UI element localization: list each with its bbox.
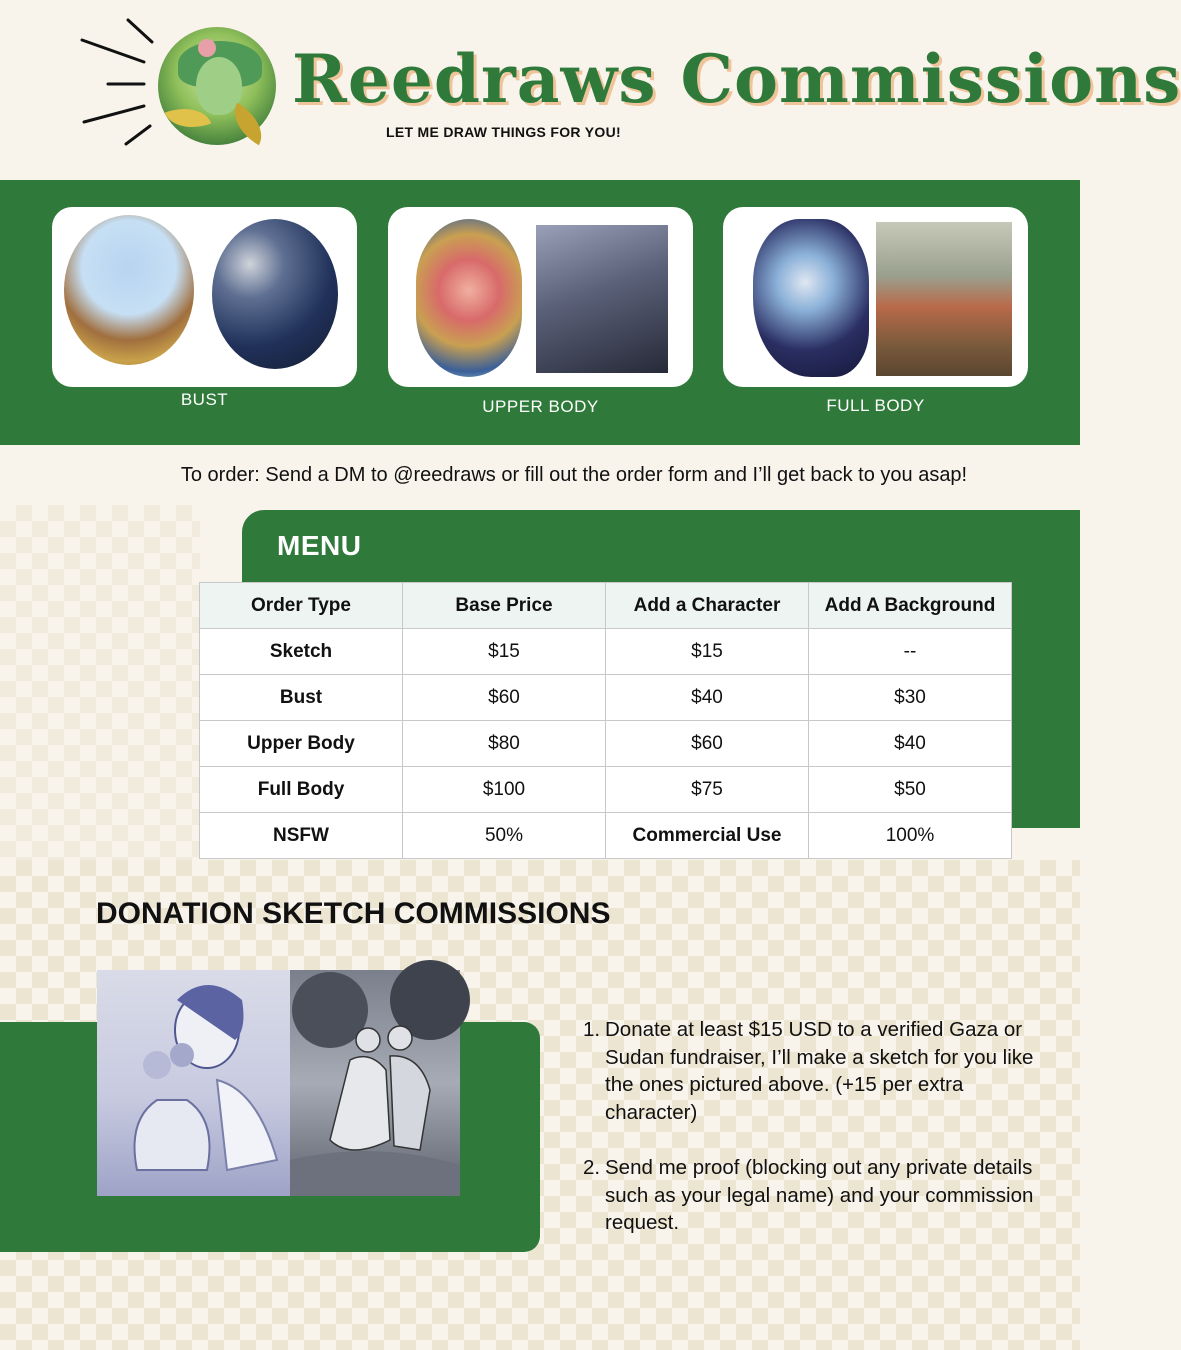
sketch-couple-icon [290, 970, 460, 1196]
example-card-upper-body [388, 207, 693, 387]
table-cell: $50 [809, 767, 1012, 813]
donation-steps [583, 1016, 1043, 1265]
column-header: Base Price [403, 583, 606, 629]
table-cell: -- [809, 629, 1012, 675]
example-art-full-body-1 [753, 219, 869, 377]
price-table [199, 582, 1012, 859]
example-art-bust-1 [64, 215, 194, 365]
examples-band [0, 180, 1080, 445]
table-row [200, 721, 1012, 767]
table-cell: Sketch [200, 629, 403, 675]
example-art-upper-body-2 [536, 225, 668, 373]
example-art-full-body-2 [876, 222, 1012, 376]
table-cell: $80 [403, 721, 606, 767]
header [0, 0, 1181, 180]
table-cell: $40 [809, 721, 1012, 767]
example-art-upper-body-1 [416, 219, 522, 377]
donation-title: DONATION SKETCH COMMISSIONS [96, 897, 611, 930]
table-cell: Full Body [200, 767, 403, 813]
table-cell: $15 [403, 629, 606, 675]
table-cell: $30 [809, 675, 1012, 721]
table-cell: $60 [606, 721, 809, 767]
table-cell: 50% [403, 813, 606, 859]
example-card-bust [52, 207, 357, 387]
table-cell: $40 [606, 675, 809, 721]
step-text: Donate at least $15 USD to a verified Gaza or Sudan fundraiser, I’ll make a sketch for you like the ones pictured above. (+15 per extra character) [605, 1018, 1034, 1124]
table-cell: Bust [200, 675, 403, 721]
column-header: Add a Character [606, 583, 809, 629]
sketch-vase-icon [97, 970, 290, 1196]
table-cell: Commercial Use [606, 813, 809, 859]
step-number: 2. [583, 1156, 601, 1179]
step-text: Send me proof (blocking out any private details such as your legal name) and your commission request. [605, 1156, 1034, 1234]
donation-sketch-2 [290, 970, 460, 1196]
table-cell: $100 [403, 767, 606, 813]
column-header: Add A Background [809, 583, 1012, 629]
table-cell: Upper Body [200, 721, 403, 767]
table-cell: $60 [403, 675, 606, 721]
page-subtitle: LET ME DRAW THINGS FOR YOU! [386, 124, 621, 140]
table-header-row [200, 583, 1012, 629]
table-row [200, 629, 1012, 675]
background-pattern-left [0, 505, 200, 905]
step-number: 1. [583, 1018, 601, 1041]
example-label-full-body: FULL BODY [826, 396, 925, 415]
menu-title: MENU [277, 530, 362, 561]
example-card-full-body [723, 207, 1028, 387]
table-row [200, 675, 1012, 721]
table-cell: 100% [809, 813, 1012, 859]
page-title: Reedraws Commissions [292, 40, 1181, 118]
example-label-upper-body: UPPER BODY [482, 397, 599, 416]
example-label-bust: BUST [180, 390, 229, 409]
avatar [155, 24, 279, 148]
table-row [200, 813, 1012, 859]
donation-sketch-1 [97, 970, 290, 1196]
list-item [583, 1154, 1043, 1237]
table-cell: $75 [606, 767, 809, 813]
order-instructions: To order: Send a DM to @reedraws or fill out the order form and I’ll get back to you asap! [180, 464, 968, 486]
table-row [200, 767, 1012, 813]
table-cell: $15 [606, 629, 809, 675]
column-header: Order Type [200, 583, 403, 629]
table-cell: NSFW [200, 813, 403, 859]
example-art-bust-2 [212, 219, 338, 369]
list-item [583, 1016, 1043, 1126]
sparkle-rays-icon [78, 18, 158, 148]
